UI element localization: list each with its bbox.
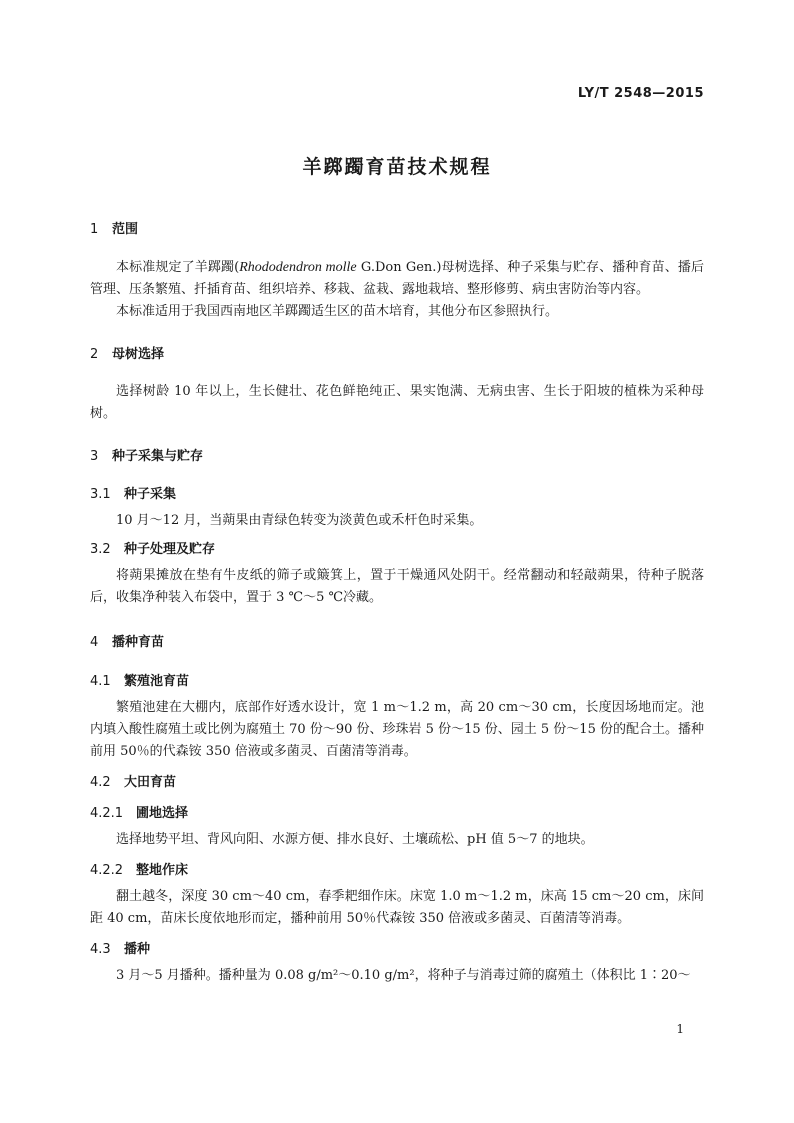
paragraph: 选择树龄 10 年以上，生长健壮、花色鲜艳纯正、果实饱满、无病虫害、生长于阳坡的植株为采种母树。 [90,384,704,421]
section-title: 整地作床 [136,863,189,878]
section-title: 种子处理及贮存 [124,542,216,557]
section-4-2-heading [90,771,704,790]
section-number: 4.2 [90,775,111,790]
section-number: 3 [90,449,99,464]
paragraph: 10 月～12 月，当蒴果由青绿色转变为淡黄色或禾杆色时采集。 [116,513,483,528]
section-4-2-1-heading [90,802,704,821]
section-number: 4.3 [90,942,111,957]
section-number: 3.1 [90,487,111,502]
section-3-heading [90,445,704,464]
section-title: 大田育苗 [124,775,177,790]
section-3-2-heading [90,538,704,557]
section-title: 母树选择 [112,347,165,362]
section-title: 范围 [112,222,139,237]
paragraph: 本标准适用于我国西南地区羊踯躅适生区的苗木培育，其他分布区参照执行。 [116,304,559,319]
section-number: 4.2.2 [90,863,124,878]
section-number: 2 [90,347,99,362]
section-title: 种子采集与贮存 [112,449,204,464]
section-4-1-heading [90,670,704,689]
page-title: 羊踯躅育苗技术规程 [302,156,492,178]
paragraph: 选择地势平坦、背风向阳、水源方便、排水良好、土壤疏松、pH 值 5～7 的地块。 [116,832,594,847]
section-number: 1 [90,222,99,237]
page-number: 1 [676,1022,684,1036]
paragraph: 将蒴果摊放在垫有牛皮纸的筛子或簸箕上，置于干燥通风处阴干。经常翻动和轻敲蒴果，待种子脱落后，收集净种装入布袋中，置于 3 ℃～5 ℃冷藏。 [90,568,704,605]
section-title: 播种育苗 [112,635,165,650]
section-number: 3.2 [90,542,111,557]
section-title: 种子采集 [124,487,177,502]
section-1-heading [90,218,704,237]
section-number: 4.1 [90,674,111,689]
section-title: 繁殖池育苗 [124,674,190,689]
section-4-heading [90,631,704,650]
doc-code: LY/T 2548—2015 [577,86,704,101]
section-3-1-heading [90,483,704,502]
section-number: 4 [90,635,99,650]
section-4-3-heading [90,938,704,957]
section-4-2-2-heading [90,859,704,878]
paragraph: 繁殖池建在大棚内，底部作好透水设计，宽 1 m～1.2 m，高 20 cm～30 cm，长度因场地而定。池内填入酸性腐殖土或比例为腐殖土 70 份～90 份、珍珠岩 5 份～15 份、园土 5 份～15 份的配合土。播种前用 50％的代森铵 350 倍液或多菌灵、百菌清等消毒。 [90,700,704,759]
paragraph: 翻土越冬，深度 30 cm～40 cm，春季耙细作床。床宽 1.0 m～1.2 m，床高 15 cm～20 cm，床间距 40 cm，苗床长度依地形而定，播种前用 50％代森铵 350 倍液或多菌灵、百菌清等消毒。 [90,889,704,926]
paragraph: 本标准规定了羊踯躅(Rhododendron molle G.Don Gen.)母树选择、种子采集与贮存、播种育苗、播后管理、压条繁殖、扦插育苗、组织培养、移栽、盆栽、露地栽培、整形修剪、病虫害防治等内容。 [90,260,704,297]
paragraph: 3 月～5 月播种。播种量为 0.08 g/m²～0.10 g/m²，将种子与消毒过筛的腐殖土（体积比 1∶20～ [116,968,691,983]
section-number: 4.2.1 [90,806,124,821]
section-title: 播种 [124,942,151,957]
section-2-heading [90,343,704,362]
document-body [90,218,704,987]
section-title: 圃地选择 [136,806,189,821]
